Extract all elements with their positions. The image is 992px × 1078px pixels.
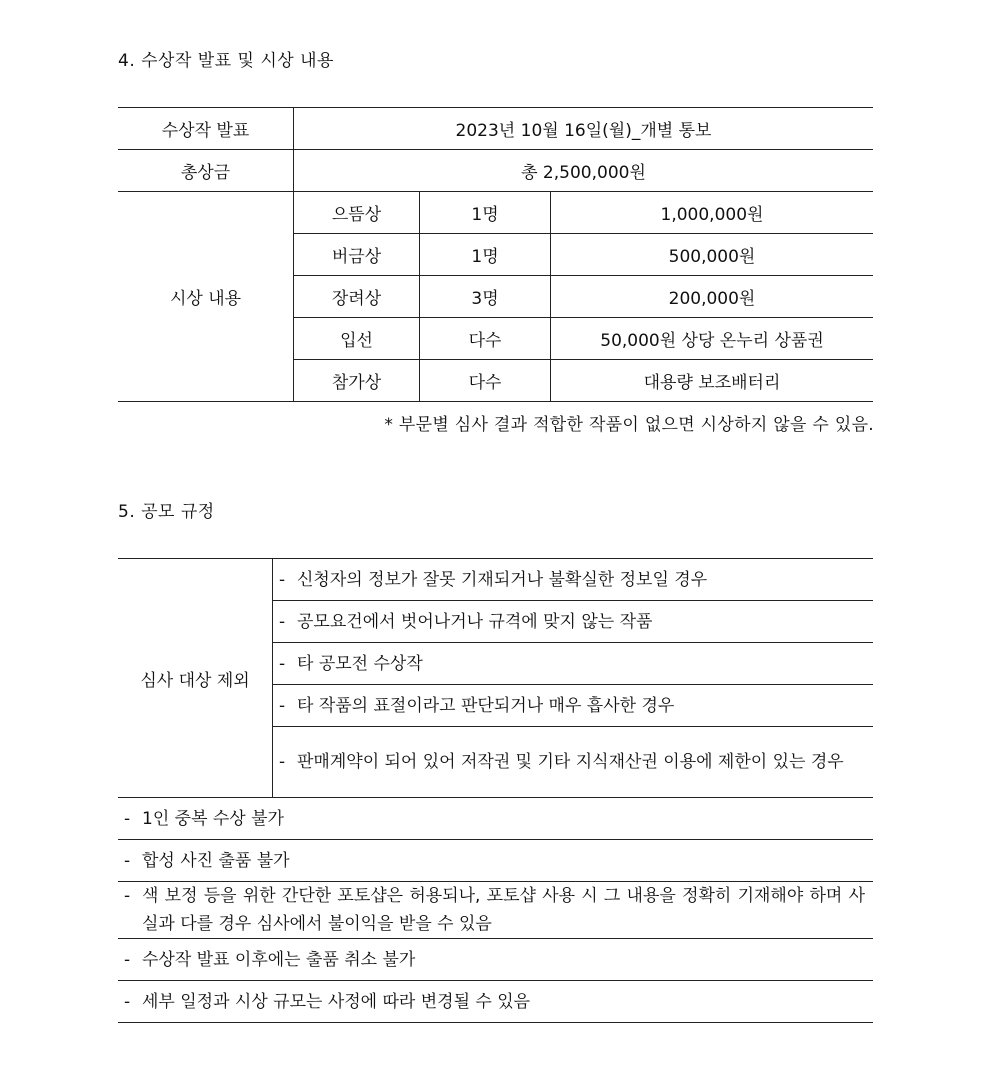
award-name: 참가상 — [294, 360, 420, 402]
rule-text: 색 보정 등을 위한 간단한 포토샵은 허용되나, 포토샵 사용 시 그 내용을 정확히 기재해야 하며 사실과 다를 경우 심사에서 불이익을 받을 수 있음 — [142, 886, 865, 934]
dash: - — [279, 611, 286, 632]
exclusion-text: 타 작품의 표절이라고 판단되거나 매우 흡사한 경우 — [297, 695, 675, 716]
award-row — [118, 192, 873, 234]
total-prize-value: 총 2,500,000원 — [294, 150, 874, 192]
rule-row — [118, 840, 873, 882]
award-prize: 200,000원 — [551, 276, 874, 318]
rule-item — [118, 798, 873, 840]
dash: - — [124, 991, 131, 1012]
exclusion-item — [273, 601, 874, 643]
exclusion-text: 공모요건에서 벗어나거나 규격에 맞지 않는 작품 — [297, 611, 653, 632]
announce-row — [118, 108, 873, 150]
exclusion-text: 타 공모전 수상작 — [297, 653, 423, 674]
announce-value: 2023년 10월 16일(월)_개별 통보 — [294, 108, 874, 150]
award-count: 다수 — [420, 360, 551, 402]
rule-text: 수상작 발표 이후에는 출품 취소 불가 — [142, 949, 416, 970]
section-4-heading: 4. 수상작 발표 및 시상 내용 — [118, 51, 334, 71]
exclusion-text: 신청자의 정보가 잘못 기재되거나 불확실한 정보일 경우 — [297, 569, 708, 590]
rule-text: 합성 사진 출품 불가 — [142, 850, 290, 871]
rule-text: 세부 일정과 시상 규모는 사정에 따라 변경될 수 있음 — [142, 991, 531, 1012]
award-count: 1명 — [420, 192, 551, 234]
exclusion-item — [273, 559, 874, 601]
exclusion-row — [118, 559, 873, 601]
announce-label: 수상작 발표 — [118, 108, 294, 150]
awards-label: 시상 내용 — [118, 192, 294, 402]
rule-row — [118, 939, 873, 981]
rule-item — [118, 981, 873, 1023]
exclusion-item — [273, 685, 874, 727]
rule-text: 1인 중복 수상 불가 — [142, 808, 284, 829]
rule-row — [118, 798, 873, 840]
dash: - — [279, 695, 286, 716]
total-prize-label: 총상금 — [118, 150, 294, 192]
total-prize-row — [118, 150, 873, 192]
dash: - — [279, 752, 286, 772]
exclusion-item — [273, 727, 874, 798]
award-table — [118, 107, 873, 402]
award-name: 장려상 — [294, 276, 420, 318]
dash: - — [279, 569, 286, 590]
dash: - — [279, 653, 286, 674]
dash: - — [124, 886, 131, 906]
award-count: 3명 — [420, 276, 551, 318]
exclusion-item — [273, 643, 874, 685]
rule-row — [118, 981, 873, 1023]
dash: - — [124, 850, 131, 871]
dash: - — [124, 808, 131, 829]
award-prize: 50,000원 상당 온누리 상품권 — [551, 318, 874, 360]
award-name: 버금상 — [294, 234, 420, 276]
award-prize: 500,000원 — [551, 234, 874, 276]
dash: - — [124, 949, 131, 970]
exclusion-label: 심사 대상 제외 — [118, 559, 273, 798]
rule-item — [118, 939, 873, 981]
rule-item — [118, 840, 873, 882]
exclusion-text: 판매계약이 되어 있어 저작권 및 기타 지식재산권 이용에 제한이 있는 경우 — [297, 752, 844, 772]
award-count: 다수 — [420, 318, 551, 360]
award-note: * 부문별 심사 결과 적합한 작품이 없으면 시상하지 않을 수 있음. — [384, 415, 874, 435]
award-name: 으뜸상 — [294, 192, 420, 234]
rules-table — [118, 558, 873, 1023]
award-count: 1명 — [420, 234, 551, 276]
award-prize: 대용량 보조배터리 — [551, 360, 874, 402]
award-prize: 1,000,000원 — [551, 192, 874, 234]
award-name: 입선 — [294, 318, 420, 360]
rule-item — [118, 882, 873, 939]
section-5-heading: 5. 공모 규정 — [118, 502, 215, 522]
rule-row — [118, 882, 873, 939]
